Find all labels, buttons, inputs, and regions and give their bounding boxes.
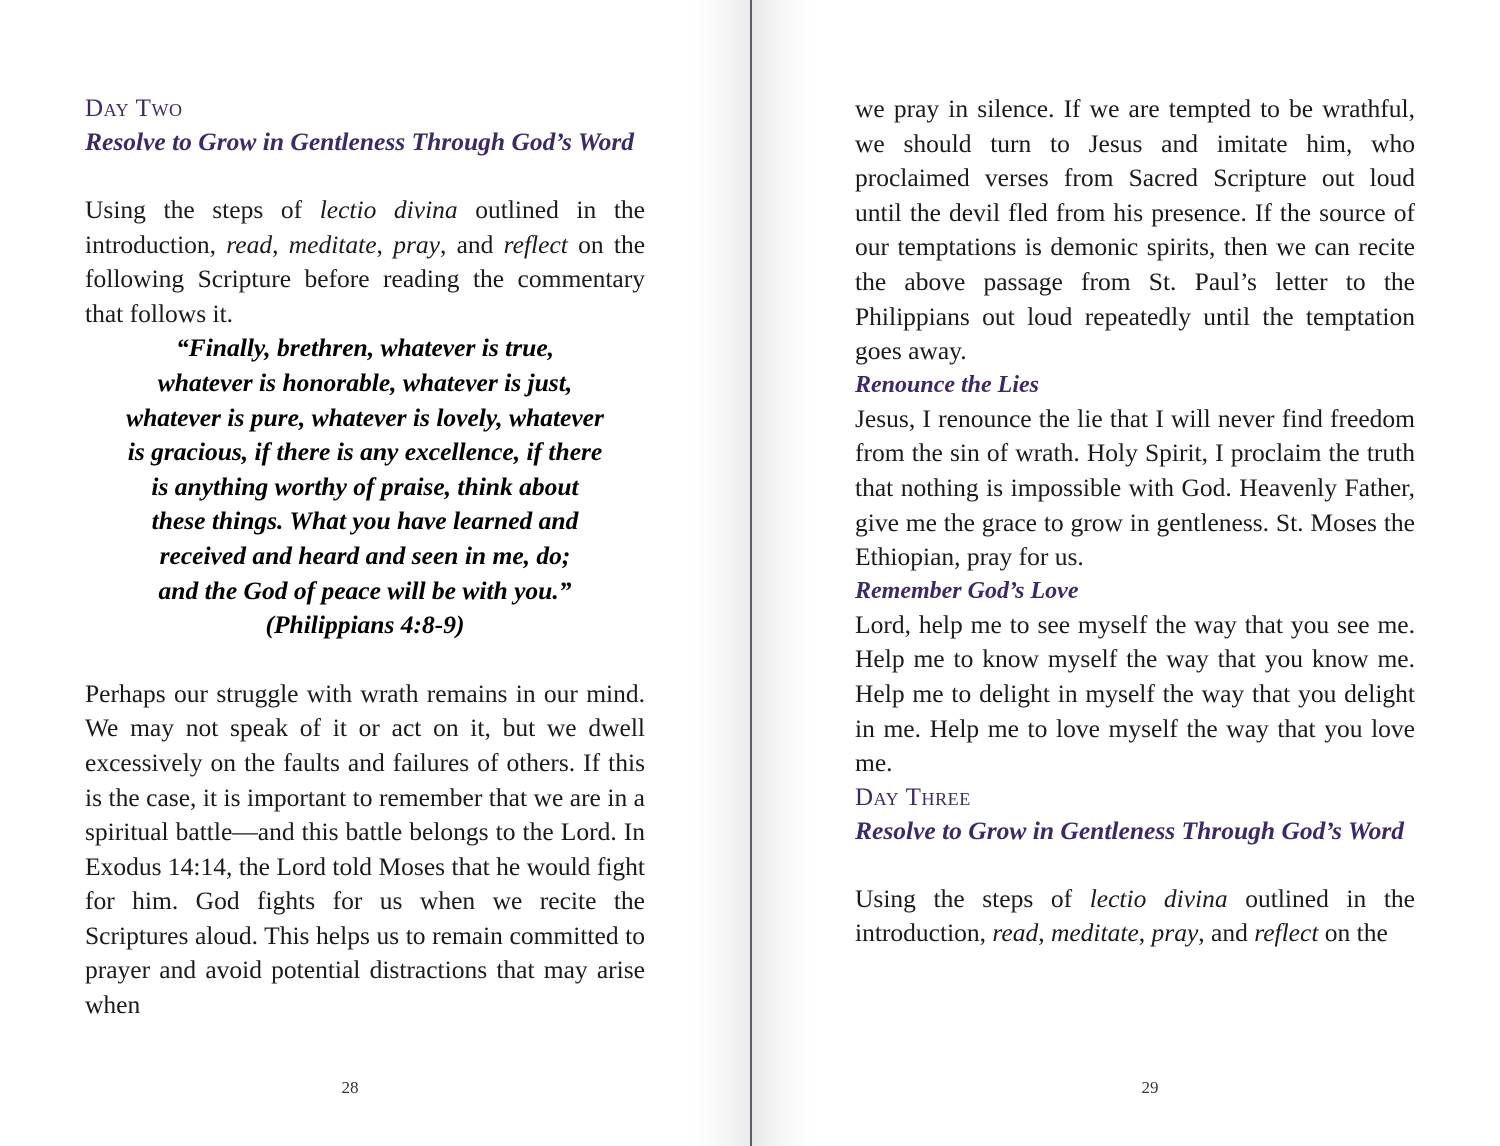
scripture-line: and the God of peace will be with you.” [158, 575, 572, 605]
intro-italic-read: read [226, 229, 273, 259]
left-page-text-column [85, 92, 645, 1032]
left-commentary-paragraph: Perhaps our struggle with wrath remains in our mind. We may not speak of it or act on it, but we dwell excessively on the faults and failures of others. If this is the case, it is important to remember that we are in a spiritual battle—and this battle belongs to the Lord. In Exodus 14:14, the Lord told Moses that he would fight for him. God fights for us when we recite the Scriptures aloud. This helps us to remain committed to prayer and avoid potential distractions that may arise when [85, 678, 645, 1020]
intro-italic-meditate: meditate [1050, 918, 1139, 948]
intro-text-1: Using the steps of [85, 195, 320, 224]
day-two-label: Day Two [85, 95, 183, 122]
scripture-line: whatever is pure, whatever is lovely, whatever [126, 402, 604, 432]
remember-gods-love-body: Lord, help me to see myself the way that you see me. Help me to know myself the way that you know me. Help me to delight in myself the way that you delight in me. Help me to love myself the way that you love me. [855, 609, 1415, 778]
right-page [800, 0, 1500, 1146]
intro-text-6: on the [1318, 918, 1388, 948]
scripture-line: whatever is honorable, whatever is just, [157, 367, 573, 397]
intro-text-2: outlined in the introduction, [855, 883, 1415, 948]
right-intro-paragraph [855, 882, 1415, 951]
scripture-line: received and heard and seen in me, do; [159, 540, 571, 570]
intro-italic-reflect: reflect [1254, 918, 1319, 948]
intro-text-4: , [1138, 918, 1152, 948]
intro-text-3: , [1038, 918, 1051, 948]
intro-italic-reflect: reflect [503, 229, 568, 259]
scripture-line: is gracious, if there is any excellence, if there [127, 437, 603, 467]
intro-italic-pray: pray [393, 229, 440, 259]
intro-text-1: Using the steps of [855, 883, 1090, 913]
intro-italic-pray: pray [1151, 918, 1199, 948]
scripture-line: these things. What you have learned and [151, 506, 579, 536]
intro-text-6: on the following Scripture before reading the commentary that follows it. [85, 229, 646, 328]
remember-gods-love-heading: Remember God’s Love [855, 577, 1079, 604]
intro-text-5: , and [1198, 918, 1255, 948]
page-number-left: 28 [341, 1078, 359, 1097]
left-page [0, 0, 700, 1146]
left-intro-paragraph [85, 193, 645, 331]
renounce-the-lies-body: Jesus, I renounce the lie that I will never find freedom from the sin of wrath. Holy Spirit, I proclaim the truth that nothing is impossible with God. Heavenly Father, give me the grace to grow in gentleness. St. Moses the Ethiopian, pray for us. [855, 403, 1415, 572]
page-number-right: 29 [1141, 1078, 1159, 1097]
scripture-citation: (Philippians 4:8-9) [265, 610, 465, 640]
intro-italic-lectio-divina: lectio divina [319, 195, 458, 224]
scripture-line: is anything worthy of praise, think about [151, 471, 579, 501]
intro-italic-meditate: meditate [288, 229, 377, 259]
intro-text-4: , [376, 229, 394, 259]
renounce-the-lies-heading: Renounce the Lies [855, 371, 1039, 398]
right-continued-paragraph: we pray in silence. If we are tempted to be wrathful, we should turn to Jesus and imitate him, who proclaimed verses from Sacred Scripture out loud until the devil fled from his presence. If the source of our temptations is demonic spirits, then we can recite the above passage from St. Paul’s letter to the Philippians out loud repeatedly until the temptation goes away. [855, 94, 1415, 366]
intro-italic-lectio-divina: lectio divina [1089, 883, 1228, 913]
intro-text-5: , and [439, 229, 504, 259]
right-page-text-column [855, 92, 1415, 1032]
book-spine-line [750, 0, 752, 1146]
day-two-title: Resolve to Grow in Gentleness Through God’s Word [85, 127, 635, 156]
intro-text-3: , [272, 229, 289, 259]
intro-text-2: outlined in the introduction, [85, 195, 645, 259]
intro-italic-read: read [992, 918, 1039, 948]
book-gutter [690, 0, 812, 1146]
scripture-line: “Finally, brethren, whatever is true, [175, 333, 555, 363]
day-three-label: Day Three [855, 783, 971, 811]
scripture-quote-block [85, 331, 645, 642]
day-three-title: Resolve to Grow in Gentleness Through God’s Word [855, 815, 1405, 845]
